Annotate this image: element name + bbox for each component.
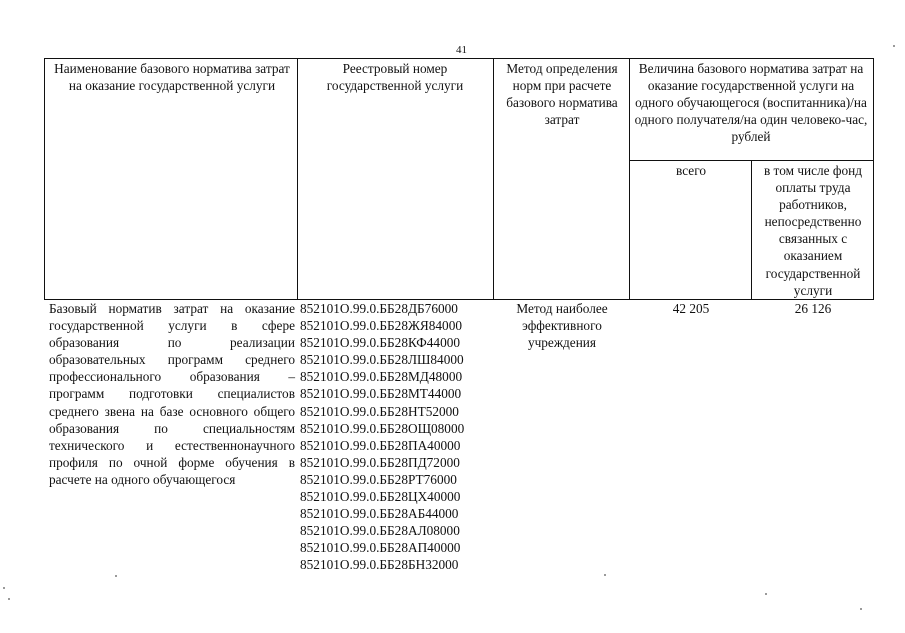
- calculation-method-value: Метод наиболее эффективного учреждения: [516, 301, 608, 351]
- header-payroll-fund: в том числе фонд оплаты труда работников, непосредственно связанных с оказанием государственной услуги: [763, 163, 863, 298]
- table-left-border: [44, 58, 45, 300]
- scan-speck: [604, 574, 606, 576]
- registry-number-2: 852101О.99.0.ББ28ЖЯ84000: [300, 318, 463, 334]
- registry-number-16: 852101О.99.0.ББ28БН32000: [300, 557, 459, 573]
- table-value-subcolumn-divider: [751, 160, 752, 300]
- registry-number-1: 852101О.99.0.ББ28ДБ76000: [300, 301, 458, 316]
- registry-number-3: 852101О.99.0.ББ28КФ44000: [300, 335, 461, 351]
- header-total: всего: [676, 163, 706, 178]
- scan-speck: [765, 593, 767, 595]
- table-right-border: [873, 58, 874, 300]
- header-norm-value: Величина базового норматива затрат на оказание государственной услуги на одного обучающегося (воспитанника)/на одного получателя/на один человеко-час, рублей: [634, 61, 868, 145]
- header-calculation-method: Метод определения норм при расчете базового норматива затрат: [506, 61, 618, 128]
- registry-number-7: 852101О.99.0.ББ28НТ52000: [300, 403, 459, 419]
- registry-number-6: 852101О.99.0.ББ28МТ44000: [300, 386, 462, 402]
- header-service-name: Наименование базового норматива затрат на оказание государственной услуги: [54, 61, 290, 94]
- scan-speck: [3, 587, 5, 589]
- registry-number-4: 852101О.99.0.ББ28ЛШ84000: [300, 352, 464, 368]
- total-value: 42 205: [672, 301, 710, 316]
- scan-speck: [860, 608, 862, 610]
- header-registry-number: Реестровый номер государственной услуги: [326, 61, 464, 94]
- table-column-divider-2: [493, 58, 494, 300]
- page-number: 41: [456, 44, 467, 56]
- table-column-divider-3: [629, 58, 630, 300]
- registry-number-10: 852101О.99.0.ББ28ПД72000: [300, 454, 460, 470]
- registry-number-15: 852101О.99.0.ББ28АП40000: [300, 540, 461, 556]
- registry-number-13: 852101О.99.0.ББ28АБ44000: [300, 506, 459, 522]
- registry-number-5: 852101О.99.0.ББ28МД48000: [300, 369, 463, 385]
- payroll-fund-value: 26 126: [794, 301, 832, 316]
- registry-number-11: 852101О.99.0.ББ28РТ76000: [300, 471, 457, 487]
- scan-speck: [115, 575, 117, 577]
- registry-number-list: [300, 300, 490, 574]
- registry-number-12: 852101О.99.0.ББ28ЦХ40000: [300, 489, 461, 505]
- registry-number-14: 852101О.99.0.ББ28АЛ08000: [300, 523, 460, 539]
- service-description: Базовый норматив затрат на оказание государственной услуги в сфере образования по реализации образовательных программ среднего профессионального образования – программ подготовки специалистов среднего звена на базе основного общего образования по специальностям технического и естественнонаучного профиля по очной форме обучения в расчете на одного обучающегося: [49, 301, 295, 487]
- table-top-border: [44, 58, 874, 59]
- scan-speck: [893, 45, 895, 47]
- scan-speck: [8, 598, 10, 600]
- registry-number-9: 852101О.99.0.ББ28ПА40000: [300, 437, 461, 453]
- registry-number-8: 852101О.99.0.ББ28ОЩ08000: [300, 420, 465, 436]
- table-column-divider-1: [297, 58, 298, 300]
